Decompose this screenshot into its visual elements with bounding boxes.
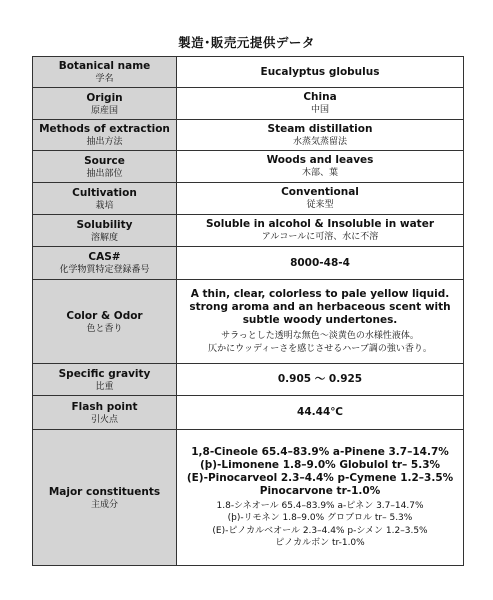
label-en: Flash point bbox=[71, 400, 138, 413]
value-en-line: 1,8-Cineole 65.4–83.9% a-Pinene 3.7–14.7% bbox=[191, 445, 449, 458]
value-en-line: Pinocarvone tr-1.0% bbox=[259, 484, 381, 497]
document-title: 製造･販売元提供データ bbox=[178, 35, 315, 50]
spec-table bbox=[32, 56, 464, 566]
value-jp-line: (E)-ピノカルベオール 2.3–4.4% p-シメン 1.2–3.5% bbox=[212, 525, 428, 536]
label-en: Specific gravity bbox=[58, 367, 151, 380]
value-en: Conventional bbox=[281, 186, 359, 198]
label-cell bbox=[33, 364, 177, 396]
table-row-cultivation bbox=[33, 183, 464, 215]
label-en: Major constituents bbox=[48, 485, 161, 498]
label-en: Methods of extraction bbox=[39, 123, 170, 135]
value-en-line: strong aroma and an herbaceous scent with bbox=[189, 301, 451, 313]
label-en: Color & Odor bbox=[66, 309, 143, 322]
value-cell bbox=[177, 120, 464, 151]
spec-table-body bbox=[33, 57, 464, 566]
label-cell bbox=[33, 183, 177, 215]
value-jp-line: サラっとした透明な無色～淡黄色の水様性液体。 bbox=[221, 331, 419, 341]
value-en: 0.905 ～ 0.925 bbox=[277, 373, 363, 385]
table-row-color-odor bbox=[33, 280, 464, 364]
label-en: Source bbox=[84, 154, 125, 167]
label-jp: 抽出部位 bbox=[86, 168, 123, 179]
value-jp-line: (þ)-リモネン 1.8–9.0% グロブロル tr– 5.3% bbox=[227, 513, 413, 523]
value-cell bbox=[177, 247, 464, 280]
value-en-line: subtle woody undertones. bbox=[242, 314, 398, 326]
value-jp: 従来型 bbox=[306, 200, 334, 210]
table-row-origin bbox=[33, 88, 464, 120]
label-jp: 引火点 bbox=[90, 414, 118, 425]
label-cell bbox=[33, 247, 177, 280]
table-row-cas bbox=[33, 247, 464, 280]
value-en: Soluble in alcohol & Insoluble in water bbox=[206, 218, 434, 230]
label-jp: 化学物質特定登録番号 bbox=[59, 265, 150, 275]
label-cell bbox=[33, 57, 177, 88]
label-jp: 比重 bbox=[95, 381, 114, 392]
value-jp: 水蒸気蒸留法 bbox=[292, 136, 347, 147]
value-cell bbox=[177, 215, 464, 247]
label-en: CAS# bbox=[88, 251, 121, 263]
label-cell bbox=[33, 151, 177, 183]
value-jp-line: ピノカルボン tr-1.0% bbox=[275, 538, 365, 548]
label-cell bbox=[33, 88, 177, 120]
value-en: China bbox=[303, 91, 337, 103]
table-row-methods-of-extraction bbox=[33, 120, 464, 151]
label-cell bbox=[33, 215, 177, 247]
label-jp: 溶解度 bbox=[90, 232, 118, 243]
label-en: Solubility bbox=[76, 218, 133, 231]
label-cell bbox=[33, 430, 177, 566]
table-row-specific-gravity bbox=[33, 364, 464, 396]
label-jp: 主成分 bbox=[90, 499, 118, 510]
value-en: Steam distillation bbox=[267, 122, 373, 135]
value-jp: アルコールに可溶、水に不溶 bbox=[261, 232, 379, 242]
value-en: Eucalyptus globulus bbox=[260, 65, 380, 78]
value-en: Woods and leaves bbox=[266, 154, 374, 166]
table-row-flash-point bbox=[33, 396, 464, 430]
label-jp: 抽出方法 bbox=[86, 137, 123, 147]
value-jp: 中国 bbox=[310, 105, 329, 115]
label-jp: 学名 bbox=[95, 74, 114, 84]
value-cell bbox=[177, 151, 464, 183]
label-jp: 原産国 bbox=[90, 105, 118, 116]
value-en-line: (þ)-Limonene 1.8–9.0% Globulol tr– 5.3% bbox=[199, 458, 441, 471]
value-cell bbox=[177, 183, 464, 215]
value-jp: 木部、葉 bbox=[301, 168, 338, 178]
label-cell bbox=[33, 120, 177, 151]
value-cell bbox=[177, 88, 464, 120]
label-cell bbox=[33, 396, 177, 430]
value-jp-line: 仄かにウッディーさを感じさせるハーブ調の強い香り。 bbox=[208, 343, 432, 354]
value-en-line: (E)-Pinocarveol 2.3–4.4% p-Cymene 1.2–3.5% bbox=[186, 471, 454, 484]
value-jp-line: 1.8-シネオール 65.4–83.9% a-ピネン 3.7–14.7% bbox=[216, 500, 424, 511]
table-row-solubility bbox=[33, 215, 464, 247]
label-en: Origin bbox=[86, 91, 123, 104]
label-en: Botanical name bbox=[58, 60, 151, 72]
value-en-line: A thin, clear, colorless to pale yellow liquid. bbox=[190, 288, 450, 300]
value-cell bbox=[177, 396, 464, 430]
value-cell bbox=[177, 364, 464, 396]
label-jp: 栽培 bbox=[95, 200, 114, 211]
label-cell bbox=[33, 280, 177, 364]
label-jp: 色と香り bbox=[86, 323, 123, 334]
value-en: 44.44℃ bbox=[297, 406, 343, 418]
label-en: Cultivation bbox=[72, 186, 137, 199]
table-row-major-constituents bbox=[33, 430, 464, 566]
value-cell bbox=[177, 280, 464, 364]
table-row-source bbox=[33, 151, 464, 183]
value-en: 8000-48-4 bbox=[290, 256, 350, 269]
value-cell bbox=[177, 430, 464, 566]
value-cell bbox=[177, 57, 464, 88]
table-row-botanical-name bbox=[33, 57, 464, 88]
